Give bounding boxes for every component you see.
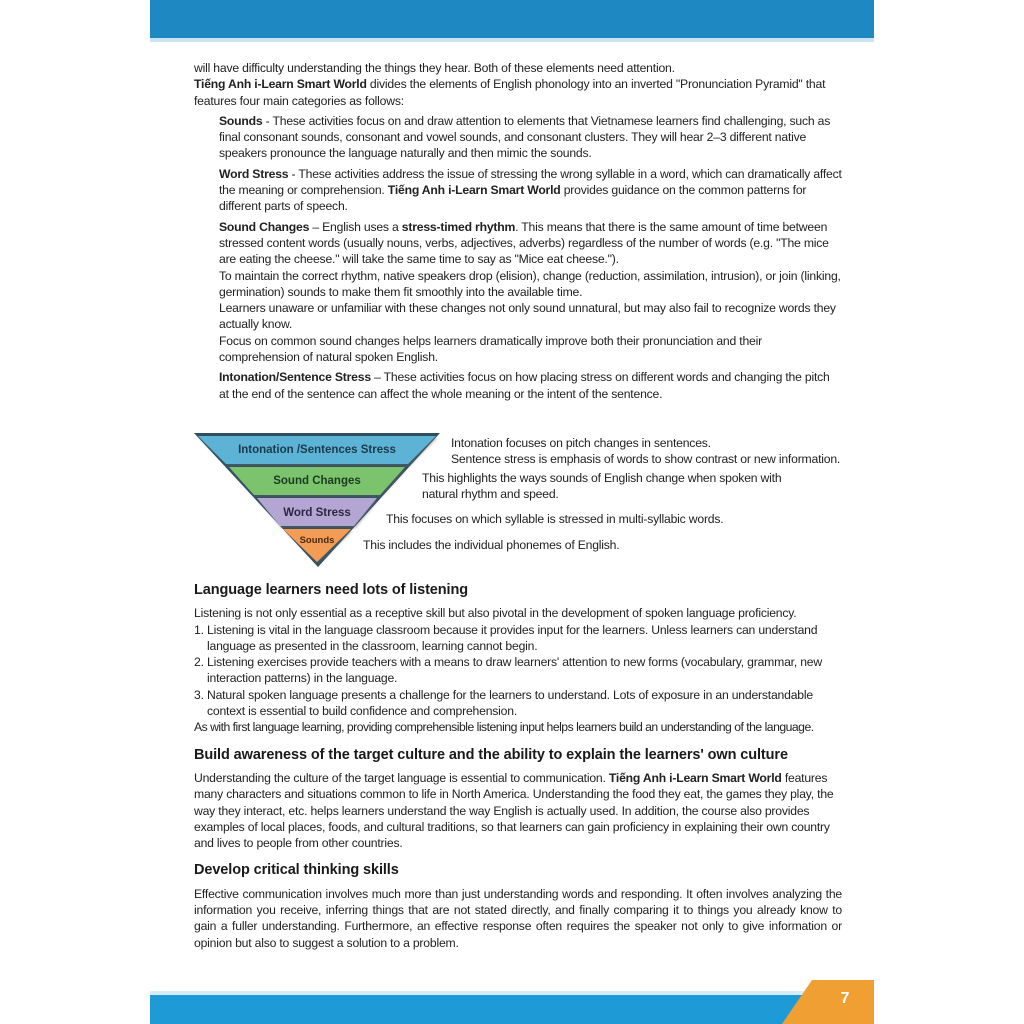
brand-name: Tiếng Anh i-Learn Smart World	[387, 183, 561, 198]
sound-changes-p4: Focus on common sound changes helps learners dramatically improve both their pronunciation and their comprehension of natural spoken English.	[219, 333, 762, 365]
pyramid-note-line: Intonation focuses on pitch changes in sentences.	[451, 436, 711, 450]
pyramid-label-word-stress: Word Stress	[283, 507, 351, 519]
critical-paragraph: Effective communication involves much more than just understanding words and responding. It often involves analyzing the information you receive, inferring things that are not stated directly, and finally comparing it to things you already know to gain a fuller understanding. Furthermore, an effective response often requires the speaker not only to give information or opinion but also to suggest a solution to a problem.	[194, 886, 842, 950]
list-item	[194, 687, 842, 720]
footer-band	[150, 995, 874, 1024]
word-stress-text-a: - These activities address the issue of stressing the wrong syllable in a word, which can dramatically affect the meaning or comprehension.	[219, 166, 842, 198]
page-tab-shape	[782, 980, 874, 1024]
pyramid-note-sound-changes	[422, 471, 781, 502]
list-number: 1.	[194, 622, 204, 637]
culture-text-a: Understanding the culture of the target language is essential to communication.	[194, 770, 609, 785]
list-item	[194, 654, 842, 687]
listening-heading: Language learners need lots of listening	[194, 582, 468, 598]
sounds-paragraph	[194, 113, 842, 162]
intro-line: will have difficulty understanding the things they hear. Both of these elements need attention.	[194, 61, 675, 75]
pyramid-note-intonation	[451, 436, 840, 467]
page-number-tab	[782, 980, 874, 1024]
list-text: Listening is vital in the language classroom because it provides input for the learners. Unless learners can understand language as presented in the classroom, learning cannot begin.	[207, 622, 818, 653]
brand-name: Tiếng Anh i-Learn Smart World	[194, 77, 367, 92]
listening-list	[194, 622, 842, 720]
pyramid-note-sounds	[363, 538, 619, 554]
culture-heading: Build awareness of the target culture and the ability to explain the learners' own culture	[194, 746, 788, 763]
pyramid-note-line: natural rhythm and speed.	[422, 486, 559, 501]
culture-text-b: features many characters and situations common to life in North America. Understanding the food they eat, the games they play, the way they interact, etc. helps learners understand the way English is actually used. In addition, the course also provides examples of local places, foods, and cultural traditions, so that learners can gain proficiency in explaining their own country and lives to people from other countries.	[194, 770, 834, 851]
pyramid-label-intonation: Intonation /Sentences Stress	[238, 444, 396, 456]
listening-intro: Listening is not only essential as a receptive skill but also pivotal in the development of spoken language proficiency.	[194, 606, 797, 621]
sound-changes-paragraph	[194, 219, 842, 268]
listening-outro: As with first language learning, providing comprehensible listening input helps learners build an understanding of the language.	[194, 720, 814, 735]
pyramid-label-sound-changes: Sound Changes	[273, 475, 361, 487]
content-top	[194, 60, 842, 402]
pyramid-note-line: Sentence stress is emphasis of words to show contrast or new information.	[451, 451, 841, 466]
list-text: Natural spoken language presents a challenge for the learners to understand. Lots of exposure in an understandable context is essential to build confidence and comprehension.	[207, 687, 813, 719]
document-page	[150, 0, 874, 1024]
intonation-text: – These activities focus on how placing stress on different words and changing the pitch at the end of the sentence can affect the whole meaning or the intent of the sentence.	[219, 370, 830, 401]
intonation-paragraph	[194, 369, 842, 402]
brand-name: Tiếng Anh i-Learn Smart World	[608, 770, 782, 785]
sound-changes-text-a: – English uses a	[309, 219, 402, 234]
word-stress-paragraph	[194, 166, 842, 215]
list-number: 3.	[194, 687, 204, 702]
sound-changes-text-b: . This means that there is the same amount of time between stressed content words (usually nouns, verbs, adjectives, adverbs) regardless of the number of words (e.g. "The mice are eating the cheese." will take the same time to say as "Mice eat cheese.").	[219, 219, 829, 267]
sound-changes-term: Sound Changes	[219, 219, 310, 234]
intonation-term: Intonation/Sentence Stress	[219, 370, 371, 385]
pyramid-note-line: This includes the individual phonemes of English.	[363, 538, 620, 552]
header-divider	[150, 38, 874, 42]
content-bottom	[194, 582, 842, 951]
sound-changes-p3: Learners unaware or unfamiliar with these changes not only sound unnatural, but may also fail to recognize words they actually know.	[219, 301, 836, 332]
page-number: 7	[840, 990, 850, 1007]
header-band	[150, 0, 874, 38]
sounds-text: - These activities focus on and draw attention to elements that Vietnamese learners find challenging, such as final consonant sounds, consonant and vowel sounds, and consonant clusters. They will hear 2–3 different native speakers pronounce the language naturally and then mimic the sounds.	[219, 113, 831, 161]
list-number: 2.	[194, 655, 204, 670]
sound-changes-p2: To maintain the correct rhythm, native speakers drop (elision), change (reduction, assimilation, intrusion), or join (linking, germination) sounds to make them fit smoothly into the available time.	[219, 268, 841, 299]
sounds-term: Sounds	[219, 113, 263, 128]
culture-paragraph	[194, 770, 842, 851]
pyramid-note-word-stress	[386, 512, 723, 528]
pyramid-note-line: This focuses on which syllable is stressed in multi-syllabic words.	[386, 512, 724, 526]
list-item	[194, 622, 842, 655]
list-text: Listening exercises provide teachers with a means to draw learners' attention to new forms (vocabulary, grammar, new interaction patterns) in the language.	[207, 655, 822, 686]
critical-heading: Develop critical thinking skills	[194, 862, 399, 879]
pronunciation-pyramid	[194, 430, 842, 570]
pyramid-label-sounds: Sounds	[299, 535, 335, 546]
intro-text: divides the elements of English phonology into an inverted "Pronunciation Pyramid" that features four main categories as follows:	[194, 77, 826, 108]
word-stress-text-b: provides guidance on the common patterns for different parts of speech.	[219, 183, 807, 214]
intro-paragraph	[194, 76, 842, 109]
word-stress-term: Word Stress	[219, 166, 289, 181]
stress-timed-phrase: stress-timed rhythm	[401, 219, 516, 234]
pyramid-note-line: This highlights the ways sounds of English change when spoken with	[422, 471, 782, 485]
